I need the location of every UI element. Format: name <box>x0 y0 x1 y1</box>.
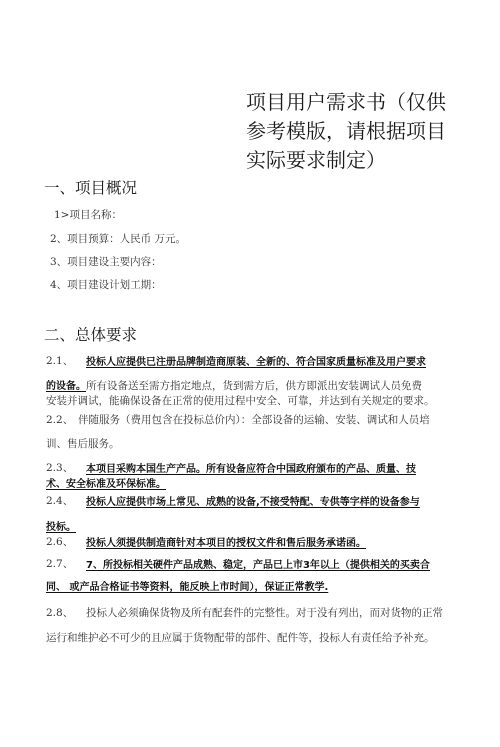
title-line-3: 实际要求制定） <box>246 148 386 172</box>
clause-2-1-line2 <box>46 374 422 393</box>
clause-2-4-line1: 投标人应提供市场上常见、成熟的设备,不接受特配、专供等字样的设备参与 <box>86 497 420 508</box>
clause-2-6-line1: 投标人须提供制造商针对本项目的授权文件和售后服务承诺函。 <box>86 538 366 549</box>
clause-2-3-line1: 本项目采购本国生产产品。所有设备应符合中国政府颁布的产品、质量、技 <box>86 464 416 475</box>
clause-2-8-line2: 运行和维护必不可少的且应属于货物配带的部件、配件等，投标人有责任给予补充。 <box>46 632 435 644</box>
overview-item-schedule: 4、项目建设计划工期： <box>50 279 162 291</box>
title-line-1: 项目用户需求书（仅供 <box>246 90 446 114</box>
overview-item-name: 1>项目名称： <box>54 209 122 221</box>
clause-2-1-bold-line1: 投标人应提供已注册品牌制造商原装、全新的、符合国家质量标准及用户要求 <box>86 357 426 368</box>
clause-number-2-7: 2.7、 <box>46 558 74 570</box>
clause-2-8-line1: 投标人必须确保货物及所有配套件的完整性。对于没有列出，而对货物的正常 <box>86 607 443 619</box>
overview-item-budget: 2、项目预算：人民币 万元。 <box>50 233 187 245</box>
title-line-2: 参考模版，请根据项目 <box>246 119 446 143</box>
clause-number-2-4: 2.4、 <box>46 495 74 507</box>
clause-number-2-6: 2.6、 <box>46 536 74 548</box>
overview-item-content: 3、项目建设主要内容： <box>50 256 162 268</box>
clause-2-4-line2: 投标。 <box>46 522 76 533</box>
clause-2-7-line1: 7、所投标相关硬件产品成熟、稳定，产品已上市3年以上（提供相关的买卖合 <box>86 560 430 571</box>
clause-2-1-line3: 安装并调试，能确保设备在正常的使用过程中安全、可靠，并达到有关规定的要求。 <box>46 395 435 407</box>
clause-number-2-1: 2.1、 <box>46 355 74 367</box>
clause-2-2-line2: 训、售后服务。 <box>46 438 120 450</box>
section-heading-requirements: 二、总体要求 <box>44 326 138 344</box>
clause-2-2-line1: 伴随服务（费用包含在投标总价内）：全部设备的运输、安装、调试和人员培 <box>78 414 430 426</box>
document-title <box>246 88 476 175</box>
clause-2-1-bold-line2: 的设备。 <box>46 381 86 392</box>
clause-2-1-text-line2: 所有设备送至需方指定地点，货到需方后，供方即派出安装调试人员免费 <box>86 380 422 392</box>
clause-2-7-line2: 同、 或产品合格证书等资料，能反映上市时间），保证正常教学. <box>46 582 329 593</box>
clause-number-2-3: 2.3、 <box>46 462 74 474</box>
clause-2-3-line2: 术、安全标准及环保标准。 <box>46 479 166 490</box>
clause-number-2-2: 2.2、 <box>46 414 74 426</box>
clause-number-2-8: 2.8、 <box>46 607 74 619</box>
section-heading-overview: 一、项目概况 <box>44 179 138 197</box>
